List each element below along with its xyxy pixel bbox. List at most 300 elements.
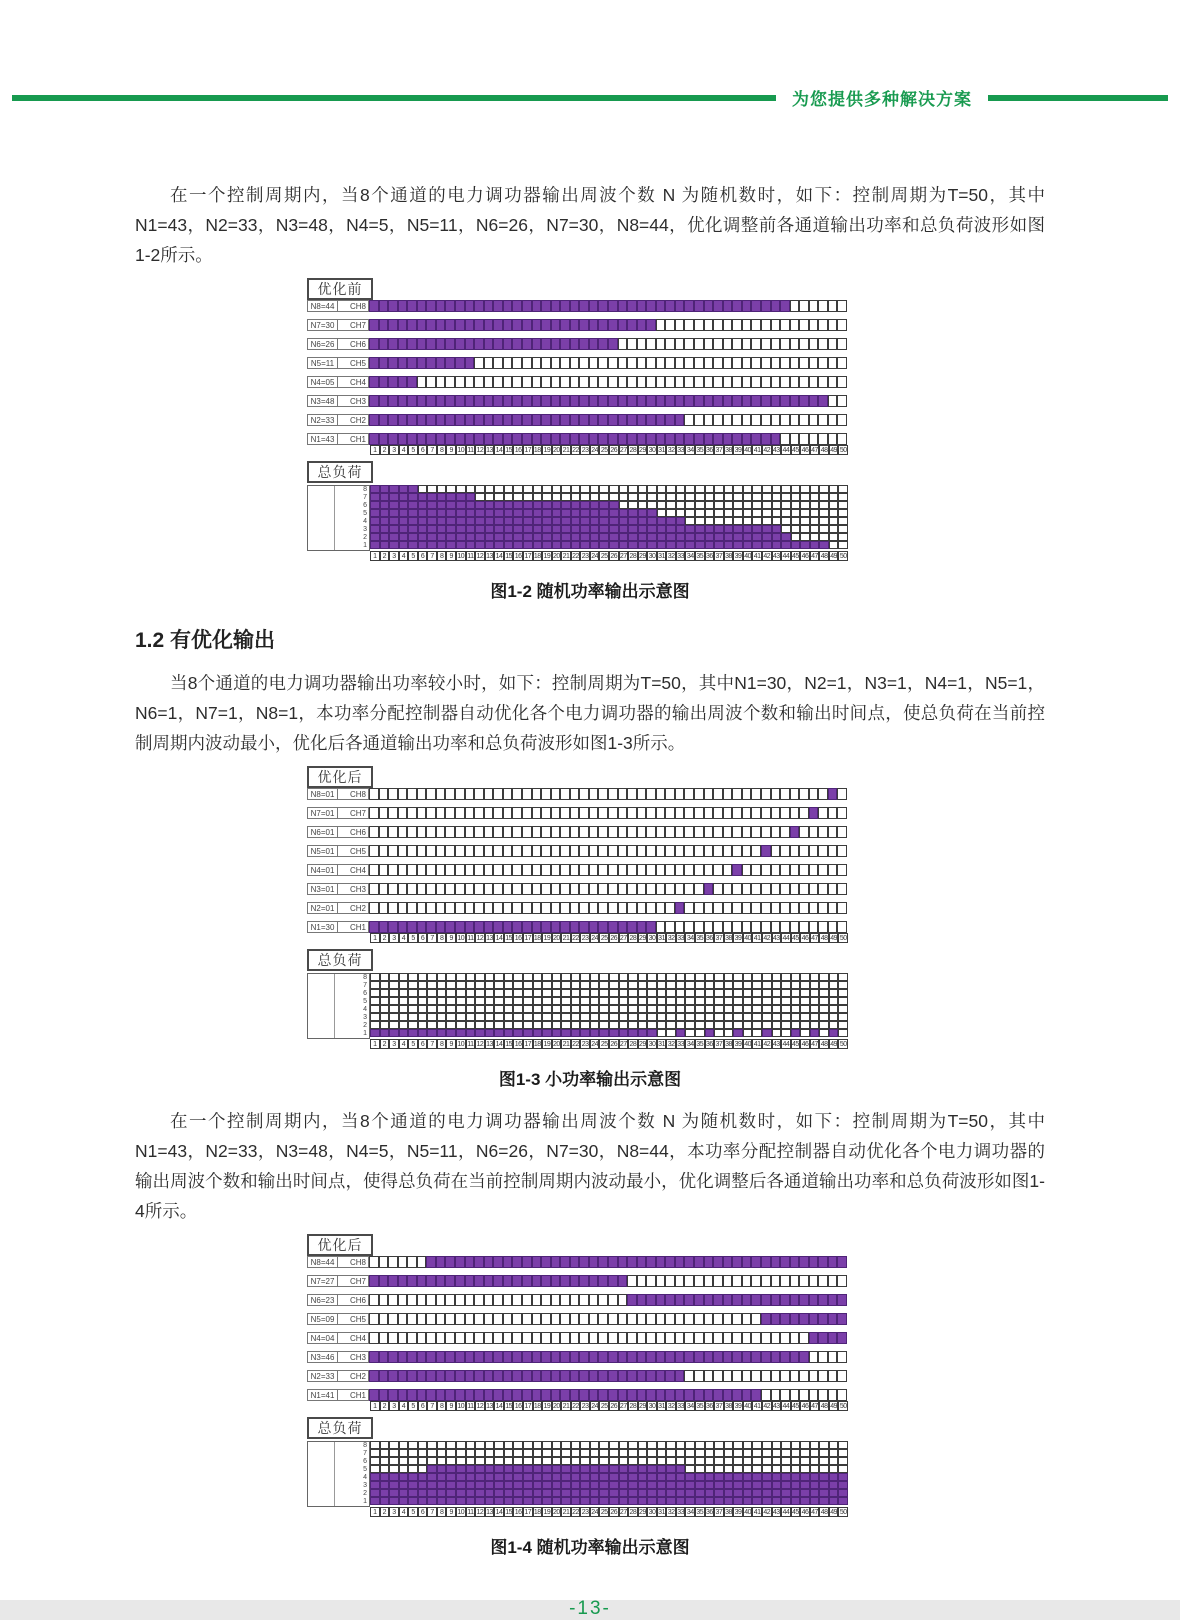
filled-cell: [723, 433, 733, 445]
filled-cell: [628, 1029, 638, 1037]
filled-cell: [522, 1256, 532, 1268]
filled-cell: [523, 517, 533, 525]
filled-cell: [503, 300, 513, 312]
empty-cell: [809, 902, 819, 914]
empty-cell: [522, 357, 532, 369]
empty-cell: [398, 1294, 408, 1306]
filled-cell: [399, 517, 409, 525]
empty-cell: [837, 395, 847, 407]
filled-cell: [369, 376, 379, 388]
empty-cell: [370, 1441, 380, 1449]
axis-tick: 46: [801, 552, 809, 560]
axis-tick: 26: [610, 1508, 618, 1516]
filled-cell: [752, 1489, 762, 1497]
axis-tick: 23: [581, 1508, 589, 1516]
empty-cell: [790, 1370, 800, 1382]
empty-cell: [436, 883, 446, 895]
filled-cell: [436, 338, 446, 350]
filled-cell: [533, 541, 543, 549]
filled-cell: [475, 509, 485, 517]
empty-cell: [705, 1449, 715, 1457]
empty-cell: [638, 989, 648, 997]
filled-cell: [761, 1351, 771, 1363]
empty-cell: [370, 1449, 380, 1457]
filled-cell: [781, 1481, 791, 1489]
filled-cell: [638, 1497, 648, 1505]
empty-cell: [570, 1313, 580, 1325]
axis-tick: 21: [562, 552, 570, 560]
empty-cell: [522, 1294, 532, 1306]
filled-cell: [436, 395, 446, 407]
filled-cell: [704, 883, 714, 895]
filled-cell: [781, 1489, 791, 1497]
filled-cell: [676, 1497, 686, 1505]
filled-cell: [437, 501, 447, 509]
filled-cell: [657, 1497, 667, 1505]
empty-cell: [590, 485, 600, 493]
empty-cell: [704, 1332, 714, 1344]
filled-cell: [695, 1473, 705, 1481]
filled-cell: [818, 395, 828, 407]
filled-cell: [466, 1497, 476, 1505]
load-label-spacer: [308, 534, 335, 542]
axis-tick: 22: [572, 934, 579, 942]
filled-cell: [551, 433, 561, 445]
filled-cell: [665, 1256, 675, 1268]
filled-cell: [646, 1370, 656, 1382]
filled-cell: [599, 1481, 609, 1489]
filled-cell: [570, 1256, 580, 1268]
channel-row-ch2: [307, 414, 1045, 426]
empty-cell: [695, 973, 705, 981]
axis-tick: 22: [572, 1402, 579, 1410]
empty-cell: [542, 1449, 552, 1457]
filled-cell: [465, 1275, 475, 1287]
empty-cell: [445, 883, 455, 895]
empty-cell: [455, 883, 465, 895]
empty-cell: [484, 807, 494, 819]
filled-cell: [742, 1294, 752, 1306]
empty-cell: [609, 973, 619, 981]
axis-tick: 50: [839, 1508, 847, 1516]
empty-cell: [628, 981, 638, 989]
empty-cell: [838, 1029, 848, 1037]
filled-cell: [724, 1473, 734, 1481]
empty-cell: [485, 1449, 495, 1457]
filled-cell: [512, 1256, 522, 1268]
filled-cell: [599, 533, 609, 541]
filled-cell: [809, 1313, 819, 1325]
axis-tick: 43: [772, 1040, 780, 1048]
empty-cell: [579, 1294, 589, 1306]
empty-cell: [618, 376, 628, 388]
axis-tick: 42: [763, 446, 771, 454]
filled-cell: [445, 1256, 455, 1268]
empty-cell: [809, 319, 819, 331]
empty-cell: [369, 1294, 379, 1306]
filled-cell: [724, 1489, 734, 1497]
filled-cell: [647, 1497, 657, 1505]
load-label-row: [308, 1474, 369, 1482]
empty-cell: [837, 414, 847, 426]
empty-cell: [474, 864, 484, 876]
axis-tick: 35: [696, 1508, 704, 1516]
load-level-label: 3: [363, 526, 367, 533]
filled-cell: [485, 541, 495, 549]
filled-cell: [370, 517, 380, 525]
empty-cell: [380, 989, 390, 997]
empty-cell: [628, 1449, 638, 1457]
filled-cell: [522, 1370, 532, 1382]
filled-cell: [370, 493, 380, 501]
filled-cell: [407, 414, 417, 426]
empty-cell: [513, 1457, 523, 1465]
empty-cell: [388, 883, 398, 895]
empty-cell: [455, 845, 465, 857]
empty-cell: [418, 1021, 428, 1029]
axis-tick: 45: [792, 1402, 799, 1410]
filled-cell: [637, 414, 647, 426]
empty-cell: [704, 376, 714, 388]
filled-cell: [512, 1370, 522, 1382]
filled-cell: [465, 338, 475, 350]
empty-cell: [571, 1021, 581, 1029]
channel-row-ch5: [307, 1313, 1045, 1325]
load-label-spacer: [308, 1482, 335, 1490]
axis-tick: 36: [705, 934, 713, 942]
filled-cell: [475, 501, 485, 509]
filled-cell: [570, 300, 580, 312]
filled-cell: [570, 1275, 580, 1287]
empty-cell: [551, 1294, 561, 1306]
empty-cell: [685, 517, 695, 525]
filled-cell: [580, 509, 590, 517]
empty-cell: [837, 921, 847, 933]
filled-cell: [790, 1256, 800, 1268]
filled-cell: [609, 517, 619, 525]
empty-cell: [437, 1005, 447, 1013]
filled-cell: [647, 1489, 657, 1497]
channel-n-label: N7=01: [307, 807, 338, 819]
channel-n-label: N2=01: [307, 902, 338, 914]
empty-cell: [818, 357, 828, 369]
axis-tick: 8: [437, 933, 447, 943]
filled-cell: [743, 1481, 753, 1489]
axis-tick: 11: [467, 934, 474, 942]
axis-tick: 30: [648, 552, 656, 560]
empty-cell: [838, 1021, 848, 1029]
empty-cell: [829, 1005, 839, 1013]
empty-cell: [733, 1005, 743, 1013]
axis-tick: 31: [658, 934, 665, 942]
empty-cell: [656, 319, 666, 331]
empty-cell: [675, 788, 685, 800]
empty-cell: [417, 1256, 427, 1268]
empty-cell: [694, 921, 704, 933]
load-label-spacer: [308, 1006, 335, 1014]
empty-cell: [513, 989, 523, 997]
empty-cell: [838, 509, 848, 517]
empty-cell: [523, 973, 533, 981]
axis-tick: 34: [686, 552, 694, 560]
filled-cell: [646, 1294, 656, 1306]
filled-cell: [771, 433, 781, 445]
empty-cell: [800, 493, 810, 501]
axis-tick: 34: [686, 446, 694, 454]
axis-tick: 16: [514, 552, 522, 560]
axis-tick: 26: [610, 1402, 618, 1410]
empty-cell: [771, 788, 781, 800]
empty-cell: [828, 300, 838, 312]
axis-tick: 2: [380, 1039, 390, 1049]
empty-cell: [772, 501, 782, 509]
empty-cell: [714, 1005, 724, 1013]
empty-cell: [522, 902, 532, 914]
filled-cell: [426, 1256, 436, 1268]
empty-cell: [800, 517, 810, 525]
empty-cell: [647, 981, 657, 989]
empty-cell: [780, 826, 790, 838]
empty-cell: [810, 501, 820, 509]
filled-cell: [369, 357, 379, 369]
filled-cell: [465, 395, 475, 407]
empty-cell: [656, 1313, 666, 1325]
load-label-spacer: [308, 518, 335, 526]
filled-cell: [522, 319, 532, 331]
empty-cell: [657, 1441, 667, 1449]
filled-cell: [818, 1313, 828, 1325]
empty-cell: [619, 989, 629, 997]
channel-row-ch8: [307, 1256, 1045, 1268]
filled-cell: [523, 1465, 533, 1473]
filled-cell: [724, 533, 734, 541]
empty-cell: [436, 826, 446, 838]
axis-tick: 13: [486, 552, 493, 560]
filled-cell: [494, 541, 504, 549]
empty-cell: [407, 883, 417, 895]
empty-cell: [799, 376, 809, 388]
empty-cell: [493, 1294, 503, 1306]
axis-tick: 9: [446, 1401, 456, 1411]
empty-cell: [590, 997, 600, 1005]
empty-cell: [466, 1441, 476, 1449]
filled-cell: [685, 525, 695, 533]
filled-cell: [551, 1256, 561, 1268]
empty-cell: [589, 376, 599, 388]
axis-tick: 37: [715, 1040, 723, 1048]
empty-cell: [694, 414, 704, 426]
empty-cell: [818, 1389, 828, 1401]
filled-cell: [609, 1465, 619, 1473]
load-level-label: 2: [363, 1490, 367, 1497]
empty-cell: [618, 1332, 628, 1344]
filled-cell: [436, 921, 446, 933]
empty-cell: [743, 501, 753, 509]
empty-cell: [512, 357, 522, 369]
empty-cell: [465, 845, 475, 857]
empty-cell: [684, 414, 694, 426]
empty-cell: [475, 1441, 485, 1449]
axis-tick: 29: [639, 1040, 646, 1048]
filled-cell: [541, 433, 551, 445]
filled-cell: [542, 1029, 552, 1037]
filled-cell: [456, 517, 466, 525]
axis-tick: 45: [792, 1040, 799, 1048]
filled-cell: [714, 1497, 724, 1505]
filled-cell: [618, 433, 628, 445]
page-number: -13-: [569, 1598, 611, 1619]
filled-cell: [522, 300, 532, 312]
load-label-row: [308, 1450, 369, 1458]
empty-cell: [466, 981, 476, 989]
filled-cell: [456, 1465, 466, 1473]
empty-cell: [810, 1013, 820, 1021]
filled-cell: [637, 1256, 647, 1268]
empty-cell: [370, 1457, 380, 1465]
empty-cell: [714, 1457, 724, 1465]
filled-cell: [732, 864, 742, 876]
empty-cell: [752, 1013, 762, 1021]
axis-tick: 25: [600, 934, 608, 942]
axis-tick: 21: [562, 1040, 570, 1048]
filled-cell: [579, 414, 589, 426]
axis-tick: 44: [782, 446, 790, 454]
empty-cell: [818, 1275, 828, 1287]
empty-cell: [417, 1294, 427, 1306]
filled-cell: [379, 1370, 389, 1382]
filled-cell: [399, 1029, 409, 1037]
empty-cell: [772, 1013, 782, 1021]
empty-cell: [772, 981, 782, 989]
filled-cell: [619, 1489, 629, 1497]
empty-cell: [723, 921, 733, 933]
empty-cell: [723, 788, 733, 800]
figure-1-2: [307, 278, 1045, 561]
axis-tick: 29: [639, 446, 646, 454]
filled-cell: [637, 433, 647, 445]
filled-cell: [542, 1489, 552, 1497]
empty-cell: [504, 997, 514, 1005]
filled-cell: [408, 517, 418, 525]
load-level-label: 7: [363, 1450, 367, 1457]
empty-cell: [618, 1294, 628, 1306]
filled-cell: [379, 395, 389, 407]
channel-row-ch4: [307, 864, 1045, 876]
filled-cell: [513, 517, 523, 525]
empty-cell: [780, 788, 790, 800]
empty-cell: [627, 826, 637, 838]
empty-cell: [503, 376, 513, 388]
empty-cell: [437, 973, 447, 981]
empty-cell: [455, 376, 465, 388]
filled-cell: [646, 319, 656, 331]
empty-cell: [684, 376, 694, 388]
empty-cell: [618, 864, 628, 876]
filled-cell: [705, 1489, 715, 1497]
axis-tick: 24: [591, 1402, 599, 1410]
filled-cell: [533, 533, 543, 541]
filled-cell: [646, 414, 656, 426]
axis-tick: 15: [505, 1508, 512, 1516]
filled-cell: [399, 501, 409, 509]
filled-cell: [790, 1294, 800, 1306]
axis-tick: 18: [533, 552, 541, 560]
empty-cell: [399, 981, 409, 989]
empty-cell: [762, 517, 772, 525]
filled-cell: [570, 1351, 580, 1363]
load-label-row: [308, 1466, 369, 1474]
empty-cell: [818, 376, 828, 388]
empty-cell: [829, 1457, 839, 1465]
filled-cell: [532, 319, 542, 331]
filled-cell: [427, 1481, 437, 1489]
filled-cell: [742, 1351, 752, 1363]
empty-cell: [494, 1441, 504, 1449]
filled-cell: [398, 1370, 408, 1382]
filled-cell: [580, 1473, 590, 1481]
filled-cell: [436, 1351, 446, 1363]
empty-cell: [732, 338, 742, 350]
empty-cell: [656, 1275, 666, 1287]
empty-cell: [599, 997, 609, 1005]
channel-grid: [369, 338, 847, 350]
channel-grid: [369, 433, 847, 445]
empty-cell: [399, 1457, 409, 1465]
filled-cell: [512, 1275, 522, 1287]
filled-cell: [380, 517, 390, 525]
filled-cell: [589, 319, 599, 331]
filled-cell: [407, 338, 417, 350]
empty-cell: [589, 1294, 599, 1306]
empty-cell: [713, 845, 723, 857]
filled-cell: [762, 1489, 772, 1497]
filled-cell: [751, 1389, 761, 1401]
empty-cell: [627, 338, 637, 350]
empty-cell: [494, 485, 504, 493]
filled-cell: [407, 300, 417, 312]
axis-tick: 49: [830, 1040, 838, 1048]
filled-cell: [445, 433, 455, 445]
filled-cell: [790, 395, 800, 407]
empty-cell: [780, 807, 790, 819]
empty-cell: [426, 807, 436, 819]
empty-cell: [818, 1351, 828, 1363]
axis-tick: 32: [667, 934, 675, 942]
empty-cell: [780, 1275, 790, 1287]
empty-cell: [799, 414, 809, 426]
filled-cell: [628, 1481, 638, 1489]
empty-cell: [628, 997, 638, 1005]
filled-cell: [743, 533, 753, 541]
empty-cell: [619, 1013, 629, 1021]
empty-cell: [523, 1457, 533, 1465]
filled-cell: [590, 1473, 600, 1481]
axis-tick: 34: [686, 1040, 694, 1048]
channel-grid: [369, 845, 847, 857]
empty-cell: [694, 788, 704, 800]
empty-cell: [781, 1021, 791, 1029]
axis-tick: 28: [629, 1508, 637, 1516]
filled-cell: [608, 338, 618, 350]
empty-cell: [560, 788, 570, 800]
empty-cell: [646, 902, 656, 914]
empty-cell: [512, 883, 522, 895]
axis-row: [370, 445, 848, 455]
axis-tick: 33: [677, 934, 685, 942]
filled-cell: [532, 921, 542, 933]
empty-cell: [494, 493, 504, 501]
empty-cell: [445, 788, 455, 800]
